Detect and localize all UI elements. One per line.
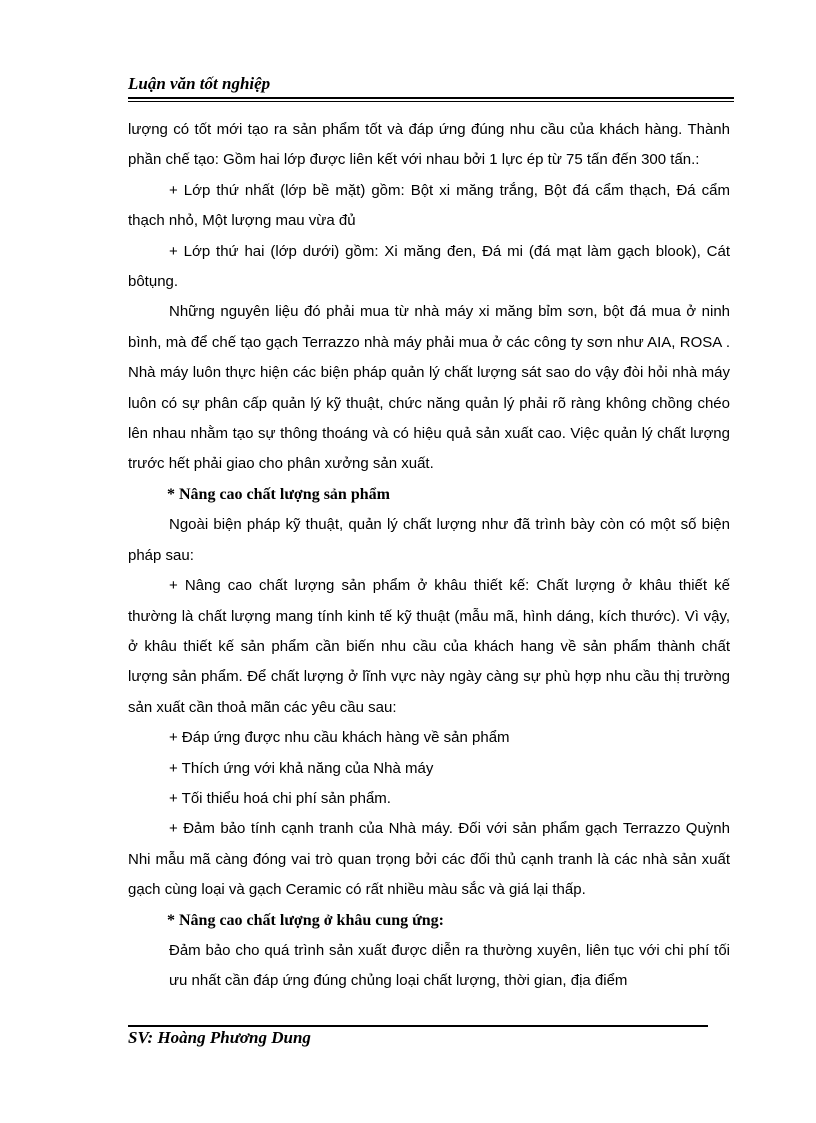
footer-author: SV: Hoàng Phương Dung [128,1028,311,1047]
paragraph-supply-stage: Đảm bảo cho quá trình sản xuất được diễn ra thường xuyên, liên tục với chi phí tối ưu nhất cần đáp ứng đúng chủng loại chất lượng, thời gian, địa điểm [169,941,730,990]
section-heading-product-quality: * Nâng cao chất lượng sản phẩm [167,485,390,503]
paragraph-materials: Những nguyên liệu đó phải mua từ nhà máy xi măng bỉm sơn, bột đá mua ở ninh bình, mà để chế tạo gạch Terrazzo nhà máy phải mua ở các công ty sơn như AIA, ROSA . Nhà máy luôn thực hiện các biện pháp quản lý chất lượng sát sao do vậy đòi hỏi nhà máy luôn có sự phân cấp quản lý kỹ thuật, chức năng quản lý phải rõ ràng không chồng chéo lên nhau nhằm tạo sự thông thoáng và có hiệu quả sản xuất cao. Việc quản lý chất lượng trước hết phải giao cho phân xưởng sản xuất. [128,303,730,473]
page-header-title: Luận văn tốt nghiệp [128,74,271,93]
header-rule-thick [128,97,734,99]
paragraph-quality-intro: lượng có tốt mới tạo ra sản phẩm tốt và đáp ứng đúng nhu cầu của khách hàng. Thành phần chế tạo: Gồm hai lớp được liên kết với nhau bởi 1 lực ép từ 75 tấn đến 300 tấn.: [128,121,730,169]
paragraph-other-measures: Ngoài biện pháp kỹ thuật, quản lý chất lượng như đã trình bày còn có một số biện pháp sau: [128,516,730,564]
header-rule-thin [128,101,734,102]
paragraph-design-stage: + Nâng cao chất lượng sản phẩm ở khâu thiết kế: Chất lượng ở khâu thiết kế thường là chất lượng mang tính kinh tế kỹ thuật (mẫu mã, hình dáng, kích thước). Vì vậy, ở khâu thiết kế sản phẩm cần biến nhu cầu của khách hang về sản phẩm thành chất lượng sản phẩm. Để chất lượng ở lĩnh vực này ngày càng sự phù hợp nhu cầu thị trường sản xuất cần thoả mãn các yêu cầu sau: [128,577,730,716]
footer-rule [128,1025,708,1027]
paragraph-bottom-layer: + Lớp thứ hai (lớp dưới) gồm: Xi măng đen, Đá mi (đá mạt làm gạch blook), Cát bôtụng. [128,242,730,291]
list-item-customer-needs: + Đáp ứng được nhu cầu khách hàng về sản phẩm [169,729,510,747]
section-heading-supply-stage: * Nâng cao chất lượng ở khâu cung ứng: [167,911,444,929]
list-item-competitiveness: + Đảm bảo tính cạnh tranh của Nhà máy. Đối với sản phẩm gạch Terrazzo Quỳnh Nhi mẫu mã càng đóng vai trò quan trọng bởi các đối thủ cạnh tranh là các nhà sản xuất gạch cùng loại và gạch Ceramic có rất nhiều màu sắc và giá lại thấp. [128,820,730,899]
document-body [128,115,730,997]
list-item-factory-capacity: + Thích ứng với khả năng của Nhà máy [169,759,434,777]
list-item-minimize-cost: + Tối thiểu hoá chi phí sản phẩm. [169,789,391,807]
paragraph-surface-layer: + Lớp thứ nhất (lớp bề mặt) gồm: Bột xi măng trắng, Bột đá cẩm thạch, Đá cẩm thạch nhỏ, Một lượng mau vừa đủ [128,181,730,230]
